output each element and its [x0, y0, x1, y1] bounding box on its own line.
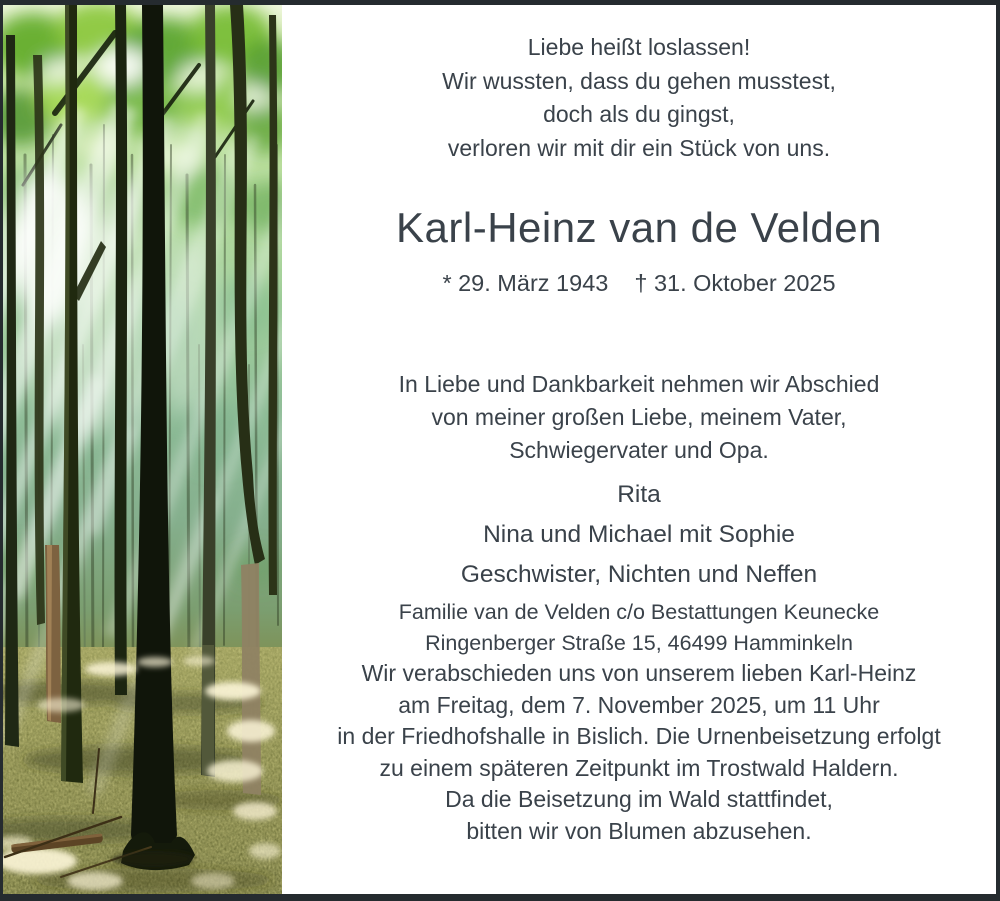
tribute-line: In Liebe und Dankbarkeit nehmen wir Abschied	[398, 371, 880, 397]
mourners-list	[282, 475, 996, 595]
contact-address	[282, 597, 996, 658]
mourner-line: Nina und Michael mit Sophie	[483, 521, 795, 548]
death-date: † 31. Oktober 2025	[634, 270, 836, 296]
poem-line: doch als du gingst,	[543, 101, 735, 127]
announcement-line: Da die Beisetzung im Wald stattfindet,	[445, 786, 833, 812]
announcement-line: in der Friedhofshalle in Bislich. Die Urnenbeisetzung erfolgt	[337, 723, 941, 749]
forest-photo	[3, 5, 282, 894]
contact-line: Familie van de Velden c/o Bestattungen Keunecke	[398, 600, 880, 624]
mourner-line: Rita	[617, 481, 661, 508]
mourner-line: Geschwister, Nichten und Neffen	[460, 561, 818, 588]
poem-line: Wir wussten, dass du gehen musstest,	[442, 67, 836, 94]
deceased-name: Karl-Heinz van de Velden	[396, 204, 882, 251]
poem-line: verloren wir mit dir ein Stück von uns.	[447, 134, 831, 161]
opening-poem	[282, 5, 996, 165]
birth-date: * 29. März 1943	[442, 270, 609, 296]
forest-photo-graphic	[3, 5, 282, 894]
contact-line: Ringenberger Straße 15, 46499 Hamminkeln	[425, 630, 853, 655]
poem-line: Liebe heißt loslassen!	[527, 34, 751, 60]
announcement-line: bitten wir von Blumen abzusehen.	[466, 817, 812, 844]
announcement-line: Wir verabschieden uns von unserem lieben Karl-Heinz	[361, 660, 917, 686]
notice-text-column	[282, 5, 996, 894]
life-dates	[282, 267, 996, 300]
announcement-line: am Freitag, dem 7. November 2025, um 11 Uhr	[398, 691, 880, 718]
tribute-line: von meiner großen Liebe, meinem Vater,	[431, 404, 847, 430]
announcement-line: zu einem späteren Zeitpunkt im Trostwald Haldern.	[379, 754, 899, 781]
tribute-paragraph	[282, 368, 996, 467]
funeral-announcement	[282, 658, 996, 847]
tribute-line: Schwiegervater und Opa.	[509, 437, 769, 463]
